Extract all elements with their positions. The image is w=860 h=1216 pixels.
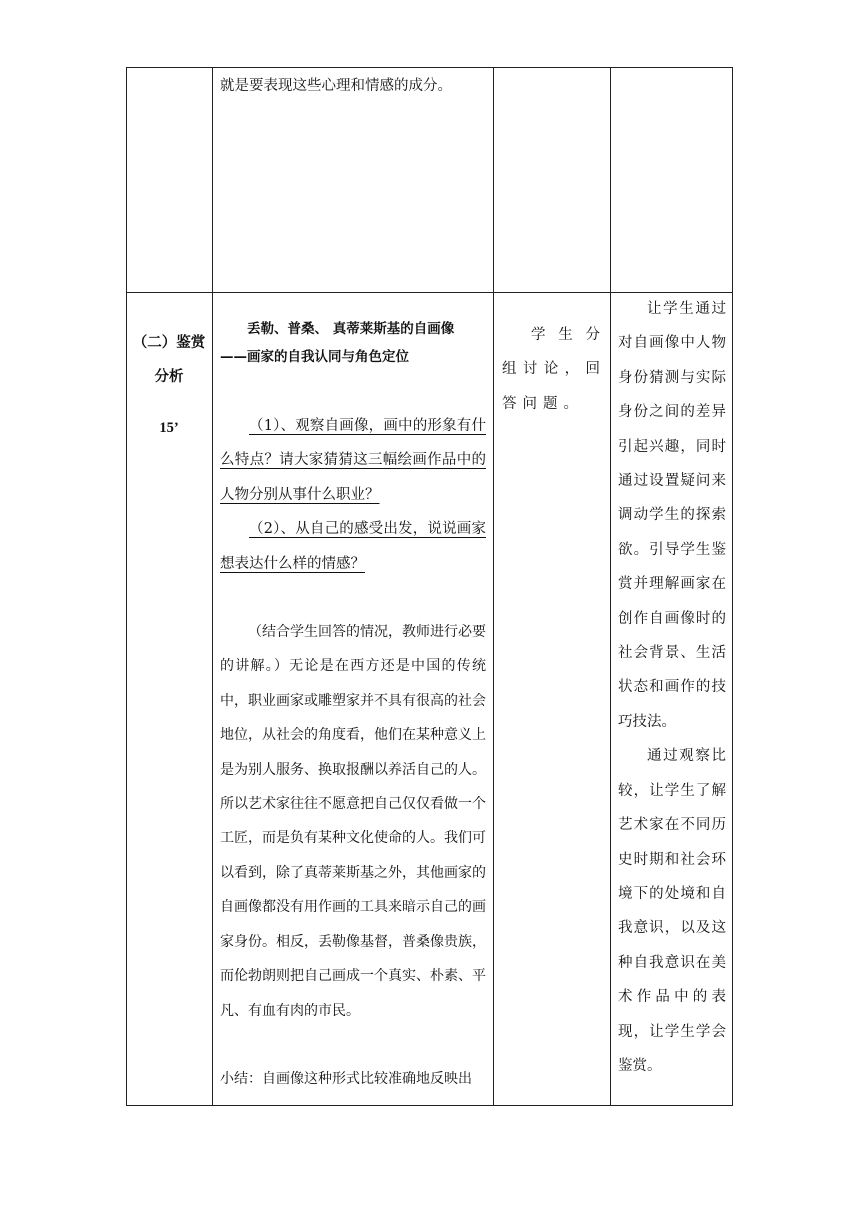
row1-content-text: 就是要表现这些心理和情感的成分。 [220,78,452,94]
table-border-right [732,67,733,1106]
design-intent-cell [618,292,726,1083]
stage-title-line2: 分析 [154,369,184,386]
table-border-top [126,67,733,68]
student-activity-text: 学生分组讨论，回答问题。 [502,327,606,412]
table-divider-3 [610,67,611,1106]
stage-title-line1: （二）鉴赏 [132,335,206,351]
table-border-left [126,67,127,1106]
row1-content-cell [220,69,486,103]
summary-text: 小结：自画像这种形式比较准确地反映出 [220,1070,472,1087]
table-divider-2 [493,67,494,1106]
question-2: （2）、从自己的感受出发，说说画家想表达什么样的情感？ [220,521,486,572]
section-heading-line1: 丢勒、普桑、 真蒂莱斯基的自画像 [247,321,455,337]
design-intent-para2: 通过观察比较，让学生了解艺术家在不同历史时期和社会环境下的处境和自我意识，以及这种自我意识在美术作品中的表现，让学生学会鉴赏。 [618,748,726,1074]
stage-duration: 15’ [159,419,179,436]
section-heading-line2: ——画家的自我认同与角色定位 [220,349,409,365]
student-activity-cell [502,318,606,421]
stage-cell [128,326,210,445]
table-divider-1 [212,67,213,1106]
question-1: （1）、观察自画像，画中的形象有什么特点？请大家猜猜这三幅绘画作品中的人物分别从事什么职业？ [220,418,486,503]
table-border-bottom [126,1105,733,1106]
teacher-explanation: （结合学生回答的情况，教师进行必要的讲解。）无论是在西方还是中国的传统中，职业画家或雕塑家并不具有很高的社会地位，从社会的角度看，他们在某种意义上是为别人服务、换取报酬以养活自己的人。所以艺术家往往不愿意把自己仅仅看做一个工匠，而是负有某种文化使命的人。我们可以看到，除了真蒂莱斯基之外，其他画家的自画像都没有用作画的工具来暗示自己的画家身份。相反，丢勒像基督，普桑像贵族，而伦勃朗则把自己画成一个真实、朴素、平凡、有血有肉的市民。 [220,624,486,1019]
content-cell [220,315,486,1096]
design-intent-para1: 让学生通过对自画像中人物身份猜测与实际身份之间的差异引起兴趣，同时通过设置疑问来调动学生的探索欲。引导学生鉴赏并理解画家在创作自画像时的社会背景、生活状态和画作的技巧技法。 [618,301,726,730]
